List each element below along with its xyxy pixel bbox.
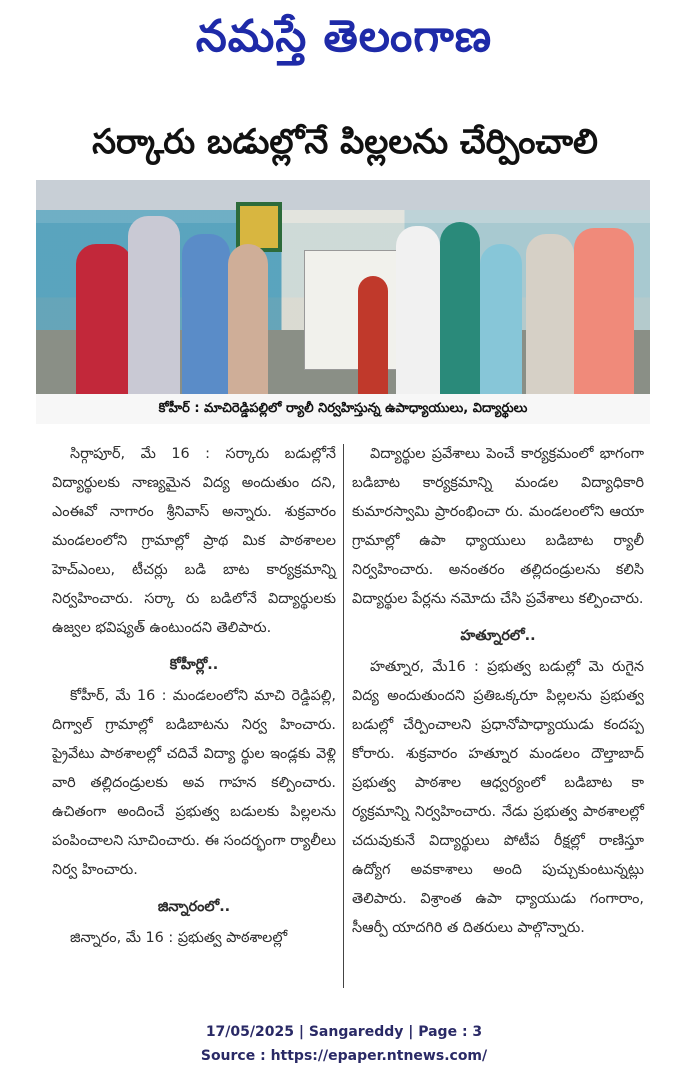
article-photo	[36, 180, 650, 394]
right-column	[352, 440, 644, 943]
left-column	[52, 440, 336, 953]
photo-caption: కోహీర్ : మాచిరెడ్డిపల్లిలో ర్యాలీ నిర్వహిస్తున్న ఉపాధ్యాయులు, విద్యార్థులు	[36, 394, 650, 424]
paragraph: జిన్నారం, మే 16 : ప్రభుత్వ పాఠశాలల్లో	[70, 930, 288, 946]
page-footer	[0, 1020, 688, 1068]
paragraph: సిర్గాపూర్, మే 16 : సర్కారు బడుల్లోనే విద్యార్థులకు నాణ్యమైన విద్య అందుతుం దని, ఎంఈవో నాగారం శ్రీనివాస్ అన్నారు. శుక్రవారం మండలంలోని గ్రామాల్లో ప్రాథ మిక పాఠశాలల హెచ్ఎంలు, టీచర్లు బడి బాట కార్యక్రమాన్ని నిర్వహించారు. సర్కా రు బడిలోనే విద్యార్థులకు ఉజ్వల భవిష్యత్ ఉంటుందని తెలిపారు.	[52, 446, 336, 636]
edition-info: 17/05/2025 | Sangareddy | Page : 3	[205, 1024, 483, 1040]
subheading: కోహీర్లో..	[169, 657, 219, 673]
column-divider	[343, 444, 344, 988]
paragraph: కోహీర్, మే 16 : మండలంలోని మాచి రెడ్డిపల్లి, దిగ్వాల్ గ్రామాల్లో బడిబాటను నిర్వ హించారు. ప్రైవేటు పాఠశాలల్లో చదివే విద్యా ర్థుల ఇండ్లకు వెళ్లి వారి తల్లిదండ్రులకు అవ గాహన కల్పించారు. ఉచితంగా అందించే ప్రభుత్వ బడులకు పిల్లలను పంపించాలని సూచించారు. ఈ సందర్భంగా ర్యాలీలు నిర్వ హించారు.	[52, 688, 336, 878]
paragraph: విద్యార్థుల ప్రవేశాలు పెంచే కార్యక్రమంలో భాగంగా బడిబాట కార్యక్రమాన్ని మండల విద్యాధికారి కుమారస్వామి ప్రారంభించా రు. మండలంలోని ఆయా గ్రామాల్లో ఉపా ధ్యాయులు బడిబాట ర్యాలీ నిర్వహించారు. అనంతరం తల్లిదండ్రులను కలిసి విద్యార్థుల పేర్లను నమోదు చేసి ప్రవేశాలు కల్పించారు.	[352, 446, 644, 607]
newspaper-masthead: నమస్తే తెలంగాణ	[195, 11, 493, 62]
subheading: జిన్నారంలో..	[157, 899, 231, 915]
source-link[interactable]: Source : https://epaper.ntnews.com/	[200, 1048, 488, 1064]
subheading: హత్నూరలో..	[460, 628, 536, 644]
article-headline: సర్కారు బడుల్లోనే పిల్లలను చేర్పించాలి	[92, 122, 598, 162]
paragraph: హత్నూర, మే16 : ప్రభుత్వ బడుల్లో మె రుగైన విద్య అందుతుందని ప్రతిఒక్కరూ పిల్లలను ప్రభుత్వ బడుల్లో చేర్పించాలని ప్రధానోపాధ్యాయుడు కందప్ప కోరారు. శుక్రవారం హత్నూర మండలం దౌల్తాబాద్ ప్రభుత్వ పాఠశాల ఆధ్వర్యంలో బడిబాట కా ర్యక్రమాన్ని నిర్వహించారు. నేడు ప్రభుత్వ పాఠశాలల్లో చదువుకునే విద్యార్థులు పోటీప రీక్షల్లో రాణిస్తూ ఉద్యోగ అవకాశాలు అంది పుచ్చుకుంటున్నట్లు తెలిపారు. విశ్రాంత ఉపా ధ్యాయుడు గంగారాం, సీఆర్పీ యాదగిరి త దితరులు పాల్గొన్నారు.	[352, 659, 644, 936]
